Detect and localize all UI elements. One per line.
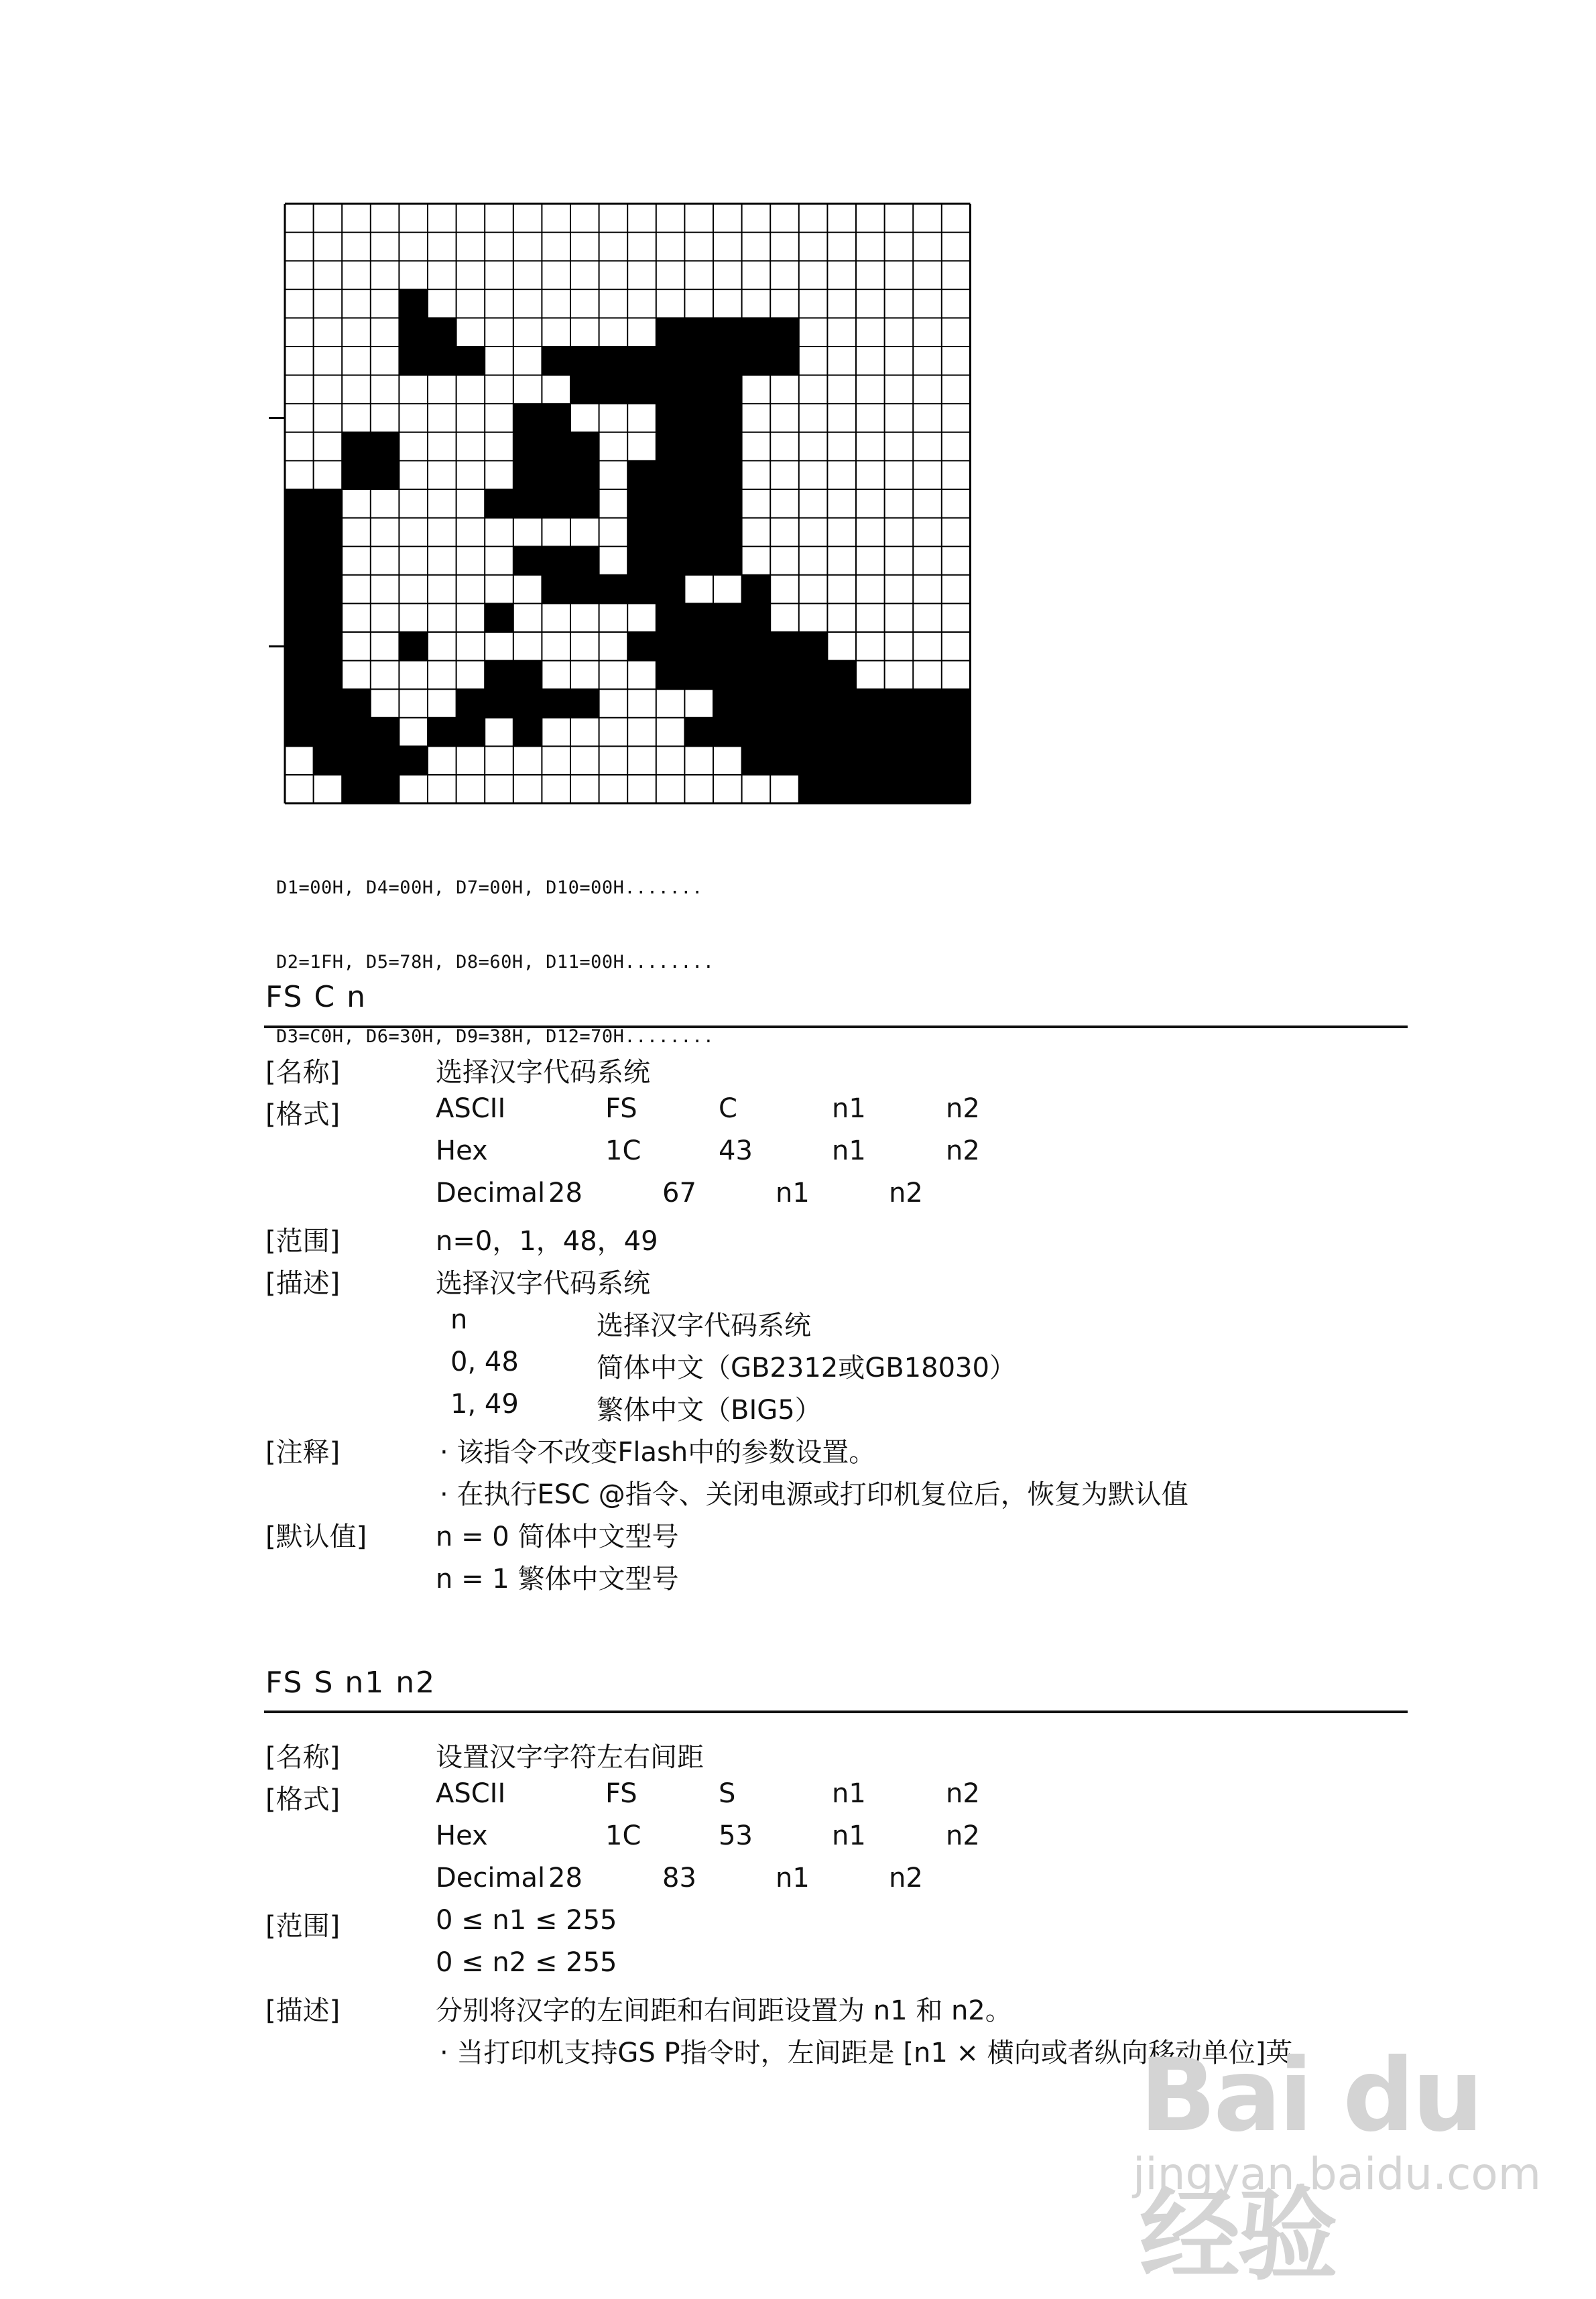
filled-dot: [542, 347, 570, 375]
filled-dot: [656, 603, 685, 632]
note-1: · 该指令不改变Flash中的参数设置。: [440, 1437, 876, 1468]
filled-dot: [399, 746, 428, 775]
filled-dot: [285, 661, 314, 690]
filled-dot: [885, 689, 914, 718]
filled-dot: [314, 689, 343, 718]
format-decimal-28: 28: [548, 1863, 582, 1893]
filled-dot: [770, 318, 799, 347]
filled-dot: [285, 575, 314, 604]
filled-dot: [371, 718, 400, 747]
filled-dot: [342, 718, 371, 747]
filled-dot: [713, 347, 742, 375]
format-hex-label: Hex: [436, 1820, 488, 1851]
format-ascii-label: ASCII: [436, 1093, 506, 1124]
filled-dot: [742, 575, 771, 604]
range-value: n=0，1，48，49: [436, 1226, 658, 1257]
format-hex-n1: n1: [832, 1820, 866, 1851]
filled-dot: [742, 661, 771, 690]
filled-dot: [342, 746, 371, 775]
filled-dot: [371, 432, 400, 461]
filled-dot: [770, 746, 799, 775]
range-n1: 0 ≤ n1 ≤ 255: [436, 1905, 617, 1936]
filled-dot: [827, 661, 856, 690]
filled-dot: [371, 775, 400, 804]
filled-dot: [656, 489, 685, 518]
filled-dot: [827, 746, 856, 775]
filled-dot: [742, 318, 771, 347]
filled-dot: [885, 718, 914, 747]
filled-dot: [285, 689, 314, 718]
filled-dot: [656, 318, 685, 347]
filled-dot: [656, 518, 685, 547]
filled-dot: [656, 460, 685, 489]
filled-dot: [913, 689, 942, 718]
filled-dot: [627, 518, 656, 547]
format-decimal-n2: n2: [889, 1178, 923, 1208]
filled-dot: [856, 746, 885, 775]
filled-dot: [627, 460, 656, 489]
hex-code-line-3: D3=C0H, D6=30H, D9=38H, D12=70H........: [276, 1026, 715, 1047]
filled-dot: [428, 318, 456, 347]
filled-dot: [285, 718, 314, 747]
filled-dot: [656, 432, 685, 461]
name-value: 选择汉字代码系统: [436, 1057, 650, 1088]
filled-dot: [513, 661, 542, 690]
filled-dot: [314, 546, 343, 575]
filled-dot: [742, 718, 771, 747]
filled-dot: [684, 403, 713, 432]
filled-dot: [656, 347, 685, 375]
filled-dot: [885, 746, 914, 775]
filled-dot: [513, 546, 542, 575]
filled-dot: [684, 546, 713, 575]
filled-dot: [684, 347, 713, 375]
desc-table-row-simplified-n: 0, 48: [450, 1347, 519, 1377]
hex-code-line-1: D1=00H, D4=00H, D7=00H, D10=00H.......: [276, 877, 703, 898]
format-decimal-28: 28: [548, 1178, 582, 1208]
bitmap-grid: [0, 0, 1596, 818]
baidu-watermark-logo: Bai du 经验: [1140, 2038, 1481, 2294]
format-hex-1c: 1C: [605, 1820, 641, 1851]
filled-dot: [713, 489, 742, 518]
filled-dot: [570, 689, 599, 718]
filled-dot: [570, 489, 599, 518]
filled-dot: [770, 661, 799, 690]
label-description: [描述]: [265, 1995, 341, 2026]
filled-dot: [314, 661, 343, 690]
format-hex-label: Hex: [436, 1135, 488, 1166]
filled-dot: [942, 746, 971, 775]
filled-dot: [684, 460, 713, 489]
section-divider: [264, 1026, 1408, 1028]
filled-dot: [656, 403, 685, 432]
format-hex-43: 43: [719, 1135, 753, 1166]
format-decimal-label: Decimal: [436, 1863, 546, 1893]
filled-dot: [742, 347, 771, 375]
filled-dot: [285, 603, 314, 632]
filled-dot: [713, 403, 742, 432]
desc-table-row-simplified: 简体中文（GB2312或GB18030）: [597, 1353, 1016, 1383]
filled-dot: [542, 432, 570, 461]
filled-dot: [742, 689, 771, 718]
filled-dot: [856, 775, 885, 804]
filled-dot: [485, 661, 513, 690]
note-2: · 在执行ESC @指令、关闭电源或打印机复位后，恢复为默认值: [440, 1479, 1188, 1510]
hex-code-line-2: D2=1FH, D5=78H, D8=60H, D11=00H........: [276, 952, 715, 973]
filled-dot: [656, 661, 685, 690]
hex-codes: [276, 826, 714, 1074]
filled-dot: [713, 318, 742, 347]
filled-dot: [656, 632, 685, 661]
filled-dot: [542, 575, 570, 604]
desc-table-header-system: 选择汉字代码系统: [597, 1310, 811, 1341]
filled-dot: [570, 575, 599, 604]
format-ascii-n2: n2: [946, 1093, 980, 1124]
format-decimal-n1: n1: [776, 1178, 810, 1208]
filled-dot: [485, 489, 513, 518]
filled-dot: [942, 718, 971, 747]
filled-dot: [770, 347, 799, 375]
filled-dot: [799, 689, 828, 718]
filled-dot: [371, 460, 400, 489]
description-note: · 当打印机支持GS P指令时，左间距是 [n1 × 横向或者纵向移动单位]英: [440, 2038, 1293, 2068]
filled-dot: [742, 632, 771, 661]
label-default: [默认值]: [265, 1521, 367, 1552]
name-value: 设置汉字字符左右间距: [436, 1742, 704, 1773]
label-format: [格式]: [265, 1784, 341, 1815]
filled-dot: [342, 775, 371, 804]
label-notes: [注释]: [265, 1437, 341, 1468]
filled-dot: [513, 432, 542, 461]
label-format: [格式]: [265, 1099, 341, 1130]
filled-dot: [713, 689, 742, 718]
format-hex-53: 53: [719, 1820, 753, 1851]
filled-dot: [656, 546, 685, 575]
filled-dot: [684, 489, 713, 518]
format-decimal-83: 83: [662, 1863, 696, 1893]
format-hex-1c: 1C: [605, 1135, 641, 1166]
default-2: n = 1 繁体中文型号: [436, 1564, 679, 1595]
filled-dot: [513, 489, 542, 518]
filled-dot: [542, 489, 570, 518]
filled-dot: [314, 603, 343, 632]
format-hex-n2: n2: [946, 1820, 980, 1851]
label-name: [名称]: [265, 1742, 341, 1773]
filled-dot: [485, 603, 513, 632]
filled-dot: [684, 603, 713, 632]
filled-dot: [456, 689, 485, 718]
filled-dot: [314, 632, 343, 661]
filled-dot: [827, 775, 856, 804]
filled-dot: [742, 603, 771, 632]
format-ascii-fs: FS: [605, 1778, 637, 1809]
filled-dot: [627, 489, 656, 518]
filled-dot: [599, 347, 628, 375]
description-text: 分别将汉字的左间距和右间距设置为 n1 和 n2。: [436, 1995, 1012, 2026]
format-ascii-c: C: [719, 1093, 737, 1124]
filled-dot: [285, 489, 314, 518]
filled-dot: [799, 718, 828, 747]
filled-dot: [742, 746, 771, 775]
filled-dot: [599, 575, 628, 604]
format-ascii-label: ASCII: [436, 1778, 506, 1809]
format-hex-n1: n1: [832, 1135, 866, 1166]
filled-dot: [570, 546, 599, 575]
desc-table-header-n: n: [450, 1304, 468, 1335]
filled-dot: [456, 718, 485, 747]
filled-dot: [513, 460, 542, 489]
filled-dot: [713, 632, 742, 661]
range-n2: 0 ≤ n2 ≤ 255: [436, 1947, 617, 1978]
filled-dot: [428, 347, 456, 375]
section-title-fs-c-n: FS C n: [265, 980, 367, 1014]
filled-dot: [627, 546, 656, 575]
baidu-watermark-url: jingyan.baidu.com: [1133, 2148, 1542, 2200]
format-decimal-67: 67: [662, 1178, 696, 1208]
filled-dot: [542, 460, 570, 489]
filled-dot: [684, 375, 713, 404]
label-range: [范围]: [265, 1226, 341, 1257]
desc-table-row-traditional-n: 1, 49: [450, 1389, 519, 1420]
filled-dot: [513, 403, 542, 432]
filled-dot: [314, 489, 343, 518]
filled-dot: [513, 689, 542, 718]
filled-dot: [799, 632, 828, 661]
filled-dot: [627, 375, 656, 404]
filled-dot: [399, 347, 428, 375]
filled-dot: [627, 575, 656, 604]
filled-dot: [342, 689, 371, 718]
filled-dot: [684, 518, 713, 547]
filled-dot: [570, 347, 599, 375]
filled-dot: [314, 746, 343, 775]
format-decimal-n2: n2: [889, 1863, 923, 1893]
filled-dot: [314, 718, 343, 747]
filled-dot: [485, 689, 513, 718]
filled-dot: [885, 775, 914, 804]
format-decimal-n1: n1: [776, 1863, 810, 1893]
format-ascii-s: S: [719, 1778, 736, 1809]
filled-dot: [627, 347, 656, 375]
filled-dot: [799, 661, 828, 690]
filled-dot: [913, 718, 942, 747]
filled-dot: [713, 661, 742, 690]
filled-dot: [799, 746, 828, 775]
filled-dot: [713, 603, 742, 632]
format-decimal-label: Decimal: [436, 1178, 546, 1208]
desc-table-row-traditional: 繁体中文（BIG5）: [597, 1395, 822, 1426]
filled-dot: [913, 746, 942, 775]
format-ascii-fs: FS: [605, 1093, 637, 1124]
section-divider: [264, 1711, 1408, 1713]
filled-dot: [856, 718, 885, 747]
filled-dot: [285, 546, 314, 575]
filled-dot: [285, 518, 314, 547]
default-1: n = 0 简体中文型号: [436, 1521, 679, 1552]
filled-dot: [713, 546, 742, 575]
filled-dot: [656, 575, 685, 604]
filled-dot: [684, 632, 713, 661]
filled-dot: [827, 689, 856, 718]
filled-dot: [770, 689, 799, 718]
filled-dot: [856, 689, 885, 718]
filled-dot: [684, 432, 713, 461]
filled-dot: [942, 689, 971, 718]
filled-dot: [684, 718, 713, 747]
label-description: [描述]: [265, 1268, 341, 1299]
filled-dot: [684, 318, 713, 347]
filled-dot: [570, 432, 599, 461]
description-text: 选择汉字代码系统: [436, 1268, 650, 1299]
filled-dot: [570, 375, 599, 404]
filled-dot: [942, 775, 971, 804]
filled-dot: [713, 375, 742, 404]
filled-dot: [599, 375, 628, 404]
format-ascii-n2: n2: [946, 1778, 980, 1809]
filled-dot: [513, 718, 542, 747]
filled-dot: [542, 546, 570, 575]
filled-dot: [570, 460, 599, 489]
section-title-fs-s-n1-n2: FS S n1 n2: [265, 1666, 436, 1700]
filled-dot: [827, 718, 856, 747]
filled-dot: [399, 290, 428, 318]
filled-dot: [371, 746, 400, 775]
filled-dot: [399, 318, 428, 347]
filled-dot: [627, 632, 656, 661]
filled-dot: [713, 518, 742, 547]
filled-dot: [770, 718, 799, 747]
filled-dot: [285, 632, 314, 661]
filled-dot: [656, 375, 685, 404]
label-range: [范围]: [265, 1911, 341, 1942]
filled-dot: [799, 775, 828, 804]
filled-dot: [684, 661, 713, 690]
format-ascii-n1: n1: [832, 1093, 866, 1124]
format-ascii-n1: n1: [832, 1778, 866, 1809]
filled-dot: [713, 718, 742, 747]
filled-dot: [713, 432, 742, 461]
format-hex-n2: n2: [946, 1135, 980, 1166]
filled-dot: [542, 689, 570, 718]
filled-dot: [314, 518, 343, 547]
filled-dot: [456, 347, 485, 375]
filled-dot: [428, 718, 456, 747]
filled-dot: [342, 432, 371, 461]
filled-dot: [399, 632, 428, 661]
filled-dot: [314, 575, 343, 604]
filled-dot: [542, 403, 570, 432]
filled-dot: [913, 775, 942, 804]
filled-dot: [770, 632, 799, 661]
filled-dot: [342, 460, 371, 489]
filled-dot: [713, 460, 742, 489]
label-name: [名称]: [265, 1057, 341, 1088]
